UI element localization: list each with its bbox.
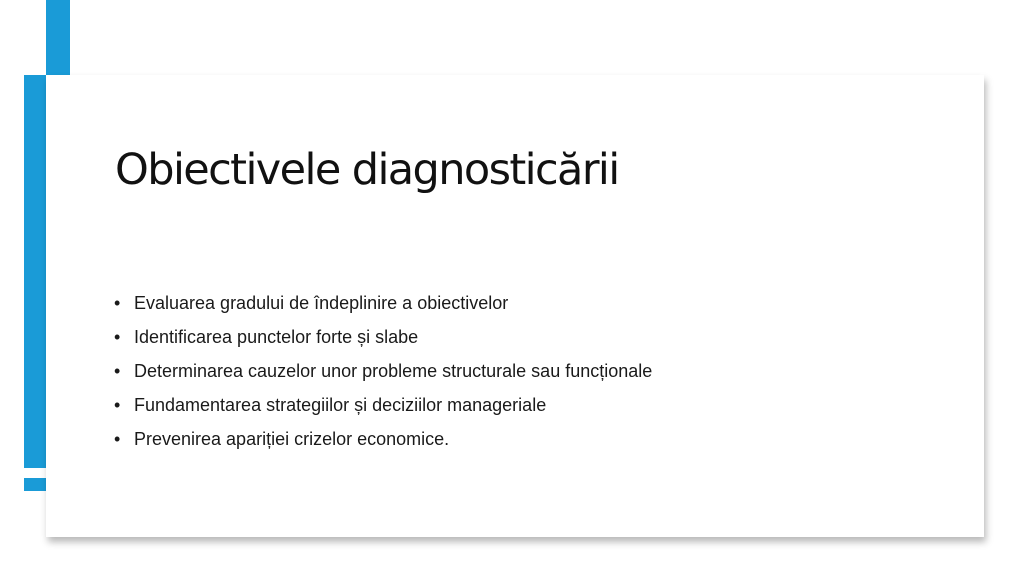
bullet-text: Determinarea cauzelor unor probleme structurale sau funcționale: [134, 361, 653, 381]
bullet-icon: •: [114, 429, 121, 449]
bullet-item: [114, 323, 652, 357]
accent-bar-small: [24, 478, 46, 491]
slide-title: Obiectivele diagnosticării: [115, 145, 619, 195]
bullet-icon: •: [114, 327, 121, 347]
bullet-icon: •: [114, 361, 121, 381]
bullet-text: Prevenirea apariției crizelor economice.: [134, 429, 450, 449]
bullet-item: [114, 357, 652, 391]
bullet-list: [114, 289, 652, 459]
bullet-icon: •: [114, 395, 121, 415]
bullet-item: [114, 391, 652, 425]
accent-bar-left: [24, 75, 46, 468]
bullet-text: Identificarea punctelor forte și slabe: [134, 327, 419, 347]
bullet-text: Fundamentarea strategiilor și deciziilor manageriale: [134, 395, 547, 415]
accent-bar-top: [46, 0, 70, 75]
bullet-item: [114, 425, 652, 459]
bullet-text: Evaluarea gradului de îndeplinire a obiectivelor: [134, 293, 509, 313]
bullet-icon: •: [114, 293, 121, 313]
bullet-item: [114, 289, 652, 323]
